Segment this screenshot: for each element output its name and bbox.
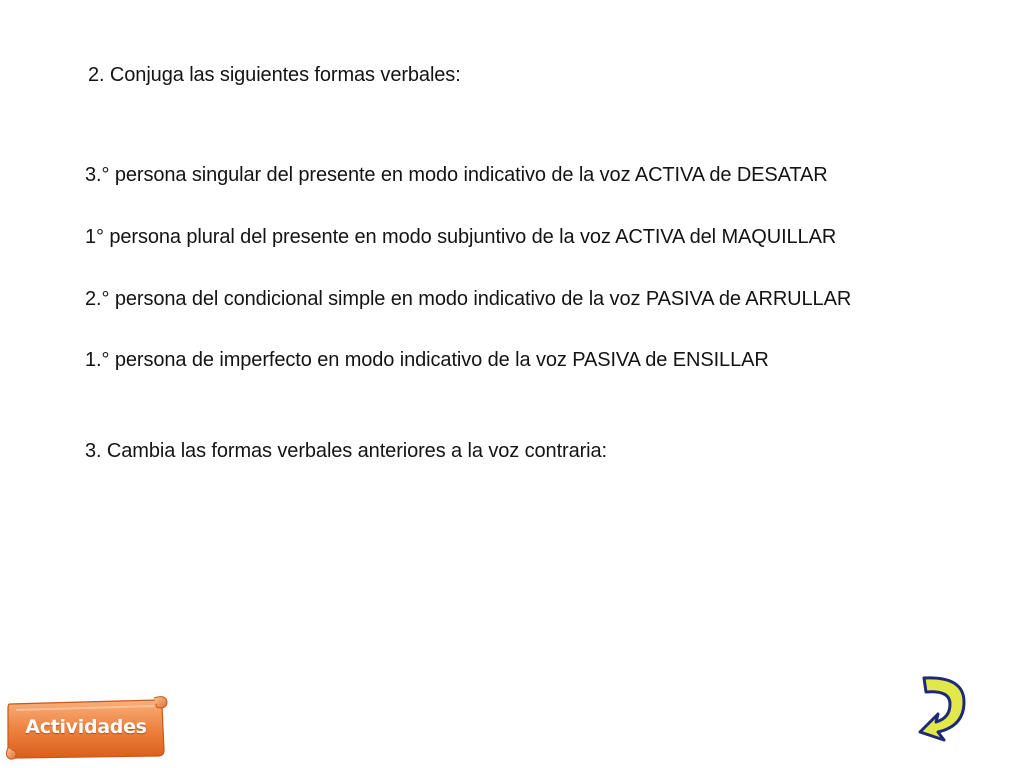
exercise-item: 1.° persona de imperfecto en modo indicativo de la voz PASIVA de ENSILLAR	[85, 349, 769, 371]
exercise-3-heading: 3. Cambia las formas verbales anteriores a la voz contraria:	[85, 440, 608, 462]
exercise-item: 1° persona plural del presente en modo subjuntivo de la voz ACTIVA del MAQUILLAR	[85, 226, 837, 248]
next-slide-button[interactable]	[914, 672, 970, 744]
activities-label: Actividades	[25, 716, 147, 738]
exercise-item: 3.° persona singular del presente en modo indicativo de la voz ACTIVA de DESATAR	[85, 164, 828, 186]
arrow-next-icon	[914, 672, 970, 744]
activities-button[interactable]	[4, 694, 168, 760]
exercise-2-heading: 2. Conjuga las siguientes formas verbales:	[88, 64, 461, 86]
exercise-item: 2.° persona del condicional simple en modo indicativo de la voz PASIVA de ARRULLAR	[85, 288, 852, 310]
